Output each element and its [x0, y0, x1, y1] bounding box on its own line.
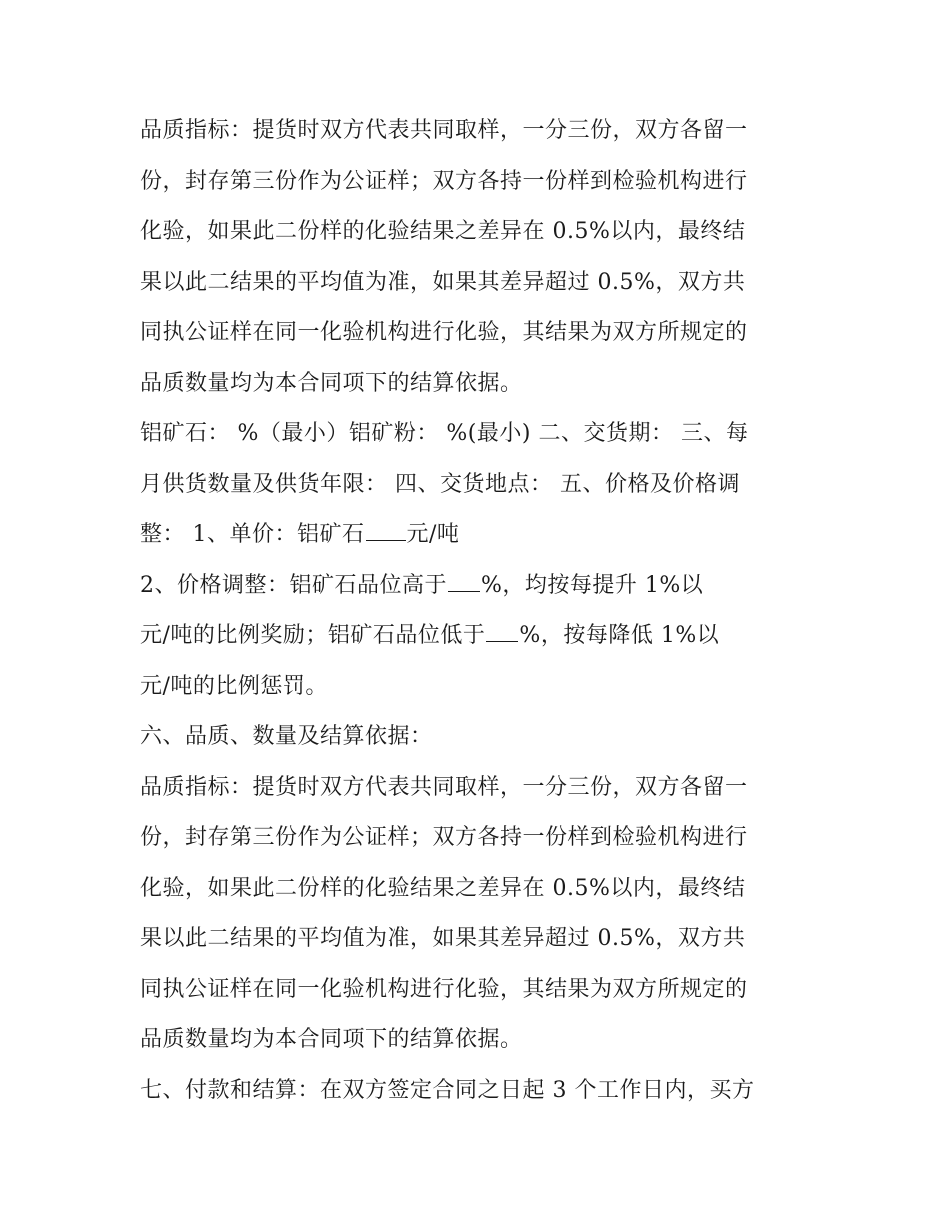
- text-line: 品质数量均为本合同项下的结算依据。: [140, 1027, 523, 1052]
- unit-price-label: 整： 1、单价：铝矿石: [140, 522, 365, 547]
- text-line: 品质指标：提货时双方代表共同取样，一分三份，双方各留一: [140, 774, 748, 800]
- text-line: 品质数量均为本合同项下的结算依据。: [140, 370, 523, 396]
- text-line: 果以此二结果的平均值为准，如果其差异超过 0.5%，双方共: [140, 269, 746, 295]
- unit-price-blank: [366, 517, 406, 541]
- text-line: [140, 611, 820, 662]
- text-line: [140, 561, 820, 612]
- text-line: 同执公证样在同一化验机构进行化验，其结果为双方所规定的: [140, 320, 748, 345]
- text-line: 七、付款和结算：在双方签定合同之日起 3 个工作日内，买方: [140, 1077, 755, 1103]
- adjust-low-label: 元/吨的比例奖励；铝矿石品位低于: [140, 623, 486, 648]
- text-line: 六、品质、数量及结算依据：: [140, 724, 433, 749]
- price-adjustment-paragraph: [140, 561, 820, 713]
- adjust-high-tail: %，均按每提升 1%以: [481, 572, 704, 598]
- text-line: [140, 510, 820, 561]
- grade-delivery-price-paragraph: [140, 409, 820, 561]
- section-six-heading: [140, 712, 820, 763]
- text-line: 铝矿石： %（最小）铝矿粉： %(最小) 二、交货期： 三、每: [140, 421, 749, 446]
- document-page: [140, 106, 820, 1116]
- adjust-high-label: 2、价格调整：铝矿石品位高于: [140, 572, 447, 598]
- unit-price-unit: 元/吨: [406, 522, 460, 547]
- quality-paragraph-2: [140, 763, 820, 1066]
- text-line: 份，封存第三份作为公证样；双方各持一份样到检验机构进行: [140, 168, 748, 194]
- text-line: 月供货数量及供货年限： 四、交货地点： 五、价格及价格调: [140, 471, 740, 497]
- text-line: 元/吨的比例惩罚。: [140, 673, 328, 699]
- adjust-low-tail: %，按每降低 1%以: [519, 623, 720, 648]
- grade-high-blank: [448, 567, 480, 591]
- text-line: 份，封存第三份作为公证样；双方各持一份样到检验机构进行: [140, 825, 748, 850]
- grade-low-blank: [486, 618, 518, 642]
- text-line: 化验，如果此二份样的化验结果之差异在 0.5%以内，最终结: [140, 219, 746, 244]
- quality-paragraph-1: [140, 106, 820, 409]
- text-line: 果以此二结果的平均值为准，如果其差异超过 0.5%，双方共: [140, 926, 746, 951]
- text-line: 同执公证样在同一化验机构进行化验，其结果为双方所规定的: [140, 976, 748, 1002]
- payment-paragraph: [140, 1066, 820, 1117]
- text-line: 化验，如果此二份样的化验结果之差异在 0.5%以内，最终结: [140, 875, 746, 901]
- text-line: 品质指标：提货时双方代表共同取样，一分三份，双方各留一: [140, 118, 748, 143]
